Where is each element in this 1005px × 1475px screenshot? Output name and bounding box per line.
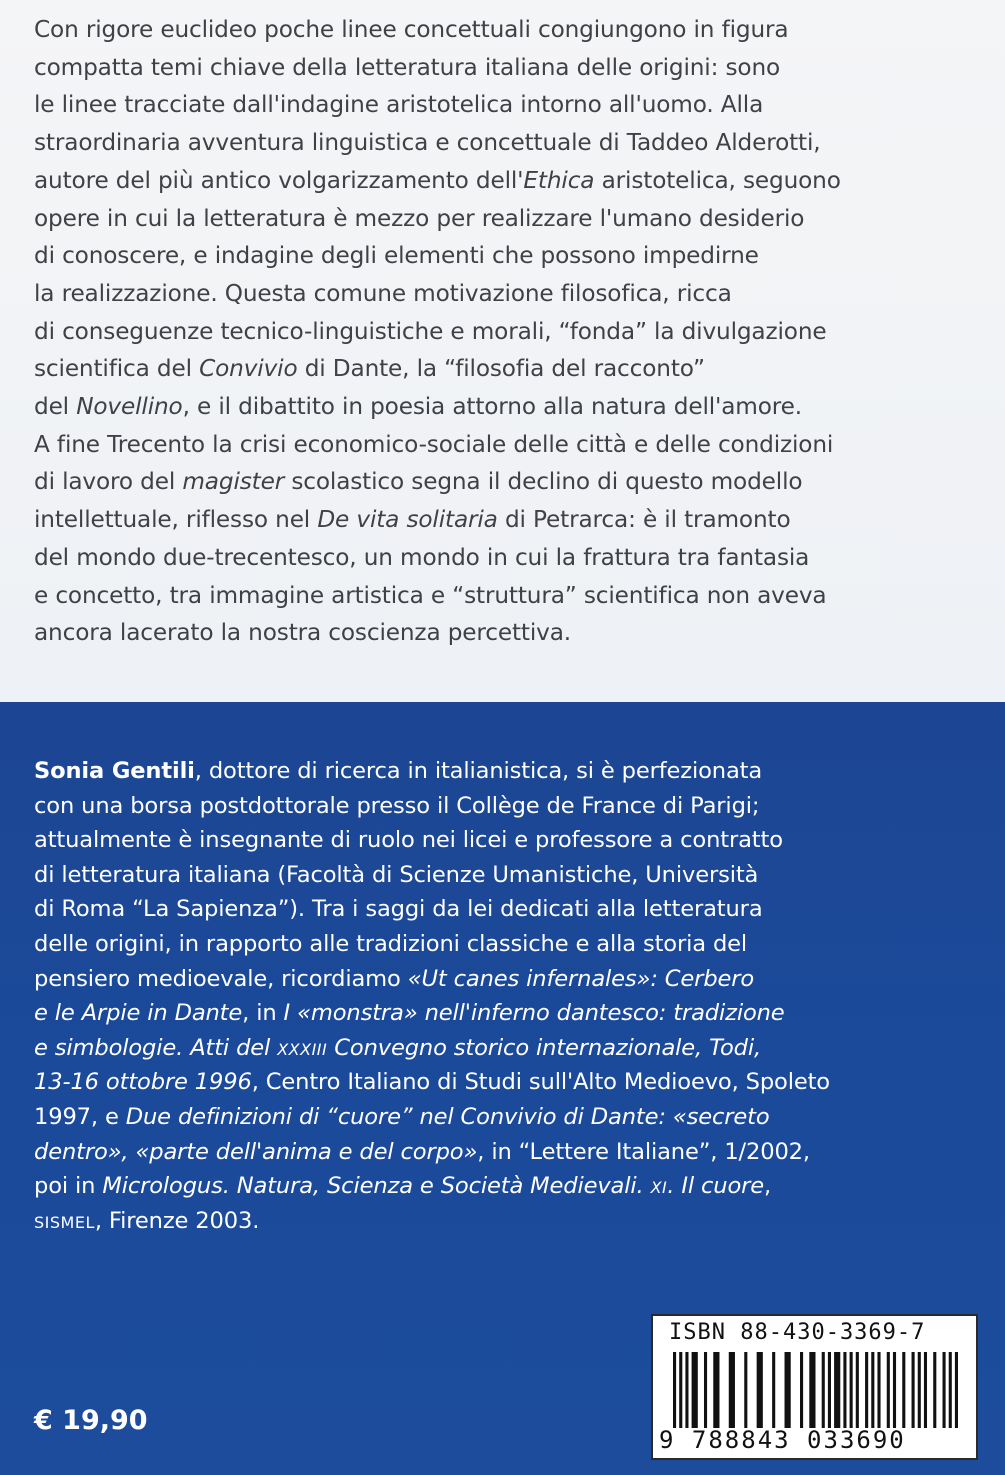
barcode-bar bbox=[785, 1352, 791, 1428]
barcode-bar bbox=[843, 1352, 846, 1428]
blurb-line bbox=[34, 200, 984, 238]
blurb-text-run: scolastico segna il declino di questo modello bbox=[284, 468, 803, 496]
bio-text-run: 1997, e bbox=[34, 1103, 126, 1130]
isbn-label: ISBN 88-430-3369-7 bbox=[669, 1320, 926, 1345]
bio-line bbox=[34, 1169, 994, 1204]
barcode-bar bbox=[943, 1352, 946, 1428]
blurb-text-run: De vita solitaria bbox=[317, 506, 498, 534]
blurb-text-run: Convivio bbox=[199, 355, 298, 383]
blurb-text-run: Ethica bbox=[523, 166, 595, 194]
bio-line bbox=[34, 996, 994, 1031]
blurb-line bbox=[34, 162, 984, 200]
blurb-line bbox=[34, 275, 984, 313]
bio-line bbox=[34, 1100, 994, 1135]
blurb-text-run: del bbox=[34, 393, 77, 421]
barcode-bar bbox=[704, 1352, 707, 1428]
bio-text-run: con una borsa postdottorale presso il Collège de France di Parigi; bbox=[34, 792, 760, 819]
bio-line bbox=[34, 1031, 994, 1066]
bio-text-run: di Roma “La Sapienza”). Tra i saggi da lei dedicati alla letteratura bbox=[34, 896, 763, 923]
blurb-line bbox=[34, 388, 984, 426]
bio-text-run: e simbologie. Atti del bbox=[34, 1034, 278, 1061]
bio-line bbox=[34, 927, 994, 962]
barcode-bar bbox=[850, 1352, 853, 1428]
barcode-bar bbox=[673, 1352, 676, 1428]
bio-text-run: sismel bbox=[34, 1207, 95, 1234]
bio-text-run: delle origini, in rapporto alle tradizioni classiche e alla storia del bbox=[34, 930, 748, 957]
barcode bbox=[673, 1352, 958, 1428]
barcode-bar bbox=[800, 1352, 803, 1428]
bio-text-run: , Centro Italiano di Studi sull'Alto Medioevo, Spoleto bbox=[251, 1069, 830, 1096]
blurb-line bbox=[34, 577, 984, 615]
blurb-line bbox=[34, 124, 984, 162]
bio-text-run: , dottore di ricerca in italianistica, si è perfezionata bbox=[194, 758, 763, 784]
blurb-text-run: ancora lacerato la nostra coscienza percettiva. bbox=[34, 619, 572, 647]
blurb-text-run: magister bbox=[182, 468, 285, 496]
blurb-text-run: autore del più antico volgarizzamento dell' bbox=[34, 166, 524, 194]
bio-text-run: 13-16 ottobre 1996 bbox=[34, 1069, 252, 1096]
blurb-text-run: di Dante, la “filosofia del racconto” bbox=[297, 355, 705, 383]
barcode-bar bbox=[729, 1352, 735, 1428]
bio-text-run: , in bbox=[242, 1000, 284, 1027]
barcode-bar bbox=[955, 1352, 958, 1428]
barcode-bar bbox=[828, 1352, 831, 1428]
blurb-text-run: scientifica del bbox=[34, 355, 200, 383]
blurb-text-run: Con rigore euclideo poche linee concettuali congiungono in figura bbox=[34, 16, 789, 43]
barcode-bar bbox=[893, 1352, 896, 1428]
barcode-bar bbox=[772, 1352, 775, 1428]
blurb-text-run: le linee tracciate dall'indagine aristotelica intorno all'uomo. Alla bbox=[34, 91, 764, 119]
bio-line bbox=[34, 1135, 994, 1170]
bio-text-run: poi in bbox=[34, 1173, 103, 1200]
bio-text-run: , Firenze 2003. bbox=[94, 1207, 260, 1234]
bio-text-run: xi bbox=[650, 1173, 668, 1200]
barcode-bar bbox=[949, 1352, 952, 1428]
barcode-bar bbox=[809, 1352, 815, 1428]
bio-text-run: I «monstra» nell'inferno dantesco: tradizione bbox=[283, 1000, 785, 1027]
barcode-bar bbox=[902, 1352, 905, 1428]
bio-text-run: dentro», «parte dell'anima e del corpo» bbox=[34, 1138, 478, 1165]
blurb-text-run: di Petrarca: è il tramonto bbox=[497, 506, 791, 534]
blurb-line bbox=[34, 501, 984, 539]
bio-text-run: xxxiii bbox=[277, 1034, 328, 1061]
barcode-bar bbox=[834, 1352, 840, 1428]
blurb-line bbox=[34, 426, 984, 464]
price: € 19,90 bbox=[34, 1405, 148, 1436]
barcode-bar bbox=[887, 1352, 890, 1428]
blurb-line bbox=[34, 539, 984, 577]
blurb-text-run: opere in cui la letteratura è mezzo per realizzare l'umano desiderio bbox=[34, 204, 805, 232]
barcode-bar bbox=[757, 1352, 763, 1428]
blurb-line bbox=[34, 49, 984, 87]
bio-line bbox=[34, 1204, 994, 1239]
blurb-line bbox=[34, 313, 984, 351]
bio-text-run: e le Arpie in Dante bbox=[34, 1000, 243, 1027]
bio-text-run: «Ut canes infernales»: Cerbero bbox=[407, 965, 755, 992]
bio-line bbox=[34, 823, 994, 858]
blurb-text-run: , e il dibattito in poesia attorno alla natura dell'amore. bbox=[182, 393, 802, 421]
barcode-bar bbox=[856, 1352, 859, 1428]
barcode-bar bbox=[912, 1352, 915, 1428]
bio-line bbox=[34, 858, 994, 893]
bio-line bbox=[34, 1065, 994, 1100]
blurb-text-run: intellettuale, riflesso nel bbox=[34, 506, 318, 534]
blurb-line bbox=[34, 11, 984, 49]
barcode-bar bbox=[679, 1352, 682, 1428]
blurb-text-run: compatta temi chiave della letteratura italiana delle origini: sono bbox=[34, 53, 781, 81]
barcode-bar bbox=[871, 1352, 874, 1428]
barcode-bar bbox=[877, 1352, 880, 1428]
blurb-line bbox=[34, 614, 984, 652]
blurb-text-run: e concetto, tra immagine artistica e “struttura” scientifica non aveva bbox=[34, 581, 827, 609]
blurb-text-run: di lavoro del bbox=[34, 468, 183, 496]
bio-line bbox=[34, 754, 994, 789]
bio-text-run: , in “Lettere Italiane”, 1/2002, bbox=[477, 1138, 810, 1165]
bio-line bbox=[34, 789, 994, 824]
barcode-bar bbox=[692, 1352, 698, 1428]
barcode-bar bbox=[685, 1352, 688, 1428]
blurb-text bbox=[34, 11, 984, 652]
blurb-text-run: aristotelica, seguono bbox=[594, 166, 841, 194]
barcode-bar bbox=[713, 1352, 719, 1428]
blurb-text-run: la realizzazione. Questa comune motivazione filosofica, ricca bbox=[34, 279, 732, 307]
bio-text-run: . Il cuore bbox=[667, 1173, 765, 1200]
bio-line bbox=[34, 892, 994, 927]
bio-text-run: Convegno storico internazionale, Todi, bbox=[327, 1034, 761, 1061]
bio-text-run: pensiero medioevale, ricordiamo bbox=[34, 965, 408, 992]
blurb-text-run: di conseguenze tecnico-linguistiche e morali, “fonda” la divulgazione bbox=[34, 317, 827, 345]
blurb-line bbox=[34, 237, 984, 275]
barcode-bar bbox=[933, 1352, 936, 1428]
barcode-bar bbox=[744, 1352, 747, 1428]
ean-number: 9 788843 033690 bbox=[659, 1426, 906, 1454]
barcode-bar bbox=[865, 1352, 868, 1428]
blurb-text-run: straordinaria avventura linguistica e concettuale di Taddeo Alderotti, bbox=[34, 129, 821, 157]
blurb-text-run: A fine Trecento la crisi economico-sociale delle città e delle condizioni bbox=[34, 430, 834, 458]
author-bio bbox=[34, 754, 994, 1238]
bio-text-run: Due definizioni di “cuore” nel Convivio di Dante: «secreto bbox=[125, 1103, 770, 1130]
isbn-barcode-box bbox=[651, 1314, 978, 1460]
blurb-text-run: del mondo due-trecentesco, un mondo in cui la frattura tra fantasia bbox=[34, 543, 810, 571]
bio-text-run: attualmente è insegnante di ruolo nei licei e professore a contratto bbox=[34, 827, 783, 854]
bio-text-run: , bbox=[764, 1173, 772, 1200]
bio-text-run: Micrologus. Natura, Scienza e Società Medievali. bbox=[102, 1173, 651, 1200]
barcode-bar bbox=[924, 1352, 927, 1428]
barcode-bar bbox=[918, 1352, 921, 1428]
blurb-line bbox=[34, 463, 984, 501]
bio-text-run: Sonia Gentili bbox=[34, 758, 195, 784]
blurb-line bbox=[34, 350, 984, 388]
blurb-text-run: Novellino bbox=[76, 393, 183, 421]
barcode-bar bbox=[822, 1352, 825, 1428]
bio-line bbox=[34, 962, 994, 997]
blurb-line bbox=[34, 86, 984, 124]
blurb-text-run: di conoscere, e indagine degli elementi che possono impedirne bbox=[34, 242, 759, 270]
bio-text-run: di letteratura italiana (Facoltà di Scienze Umanistiche, Università bbox=[34, 861, 759, 888]
